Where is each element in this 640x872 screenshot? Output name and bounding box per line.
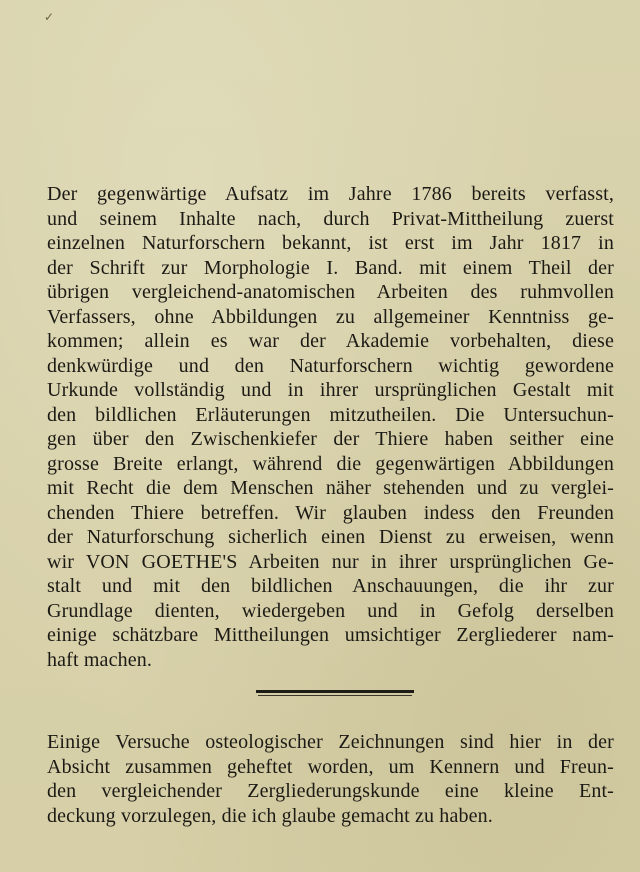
text-line: übrigen vergleichend-anatomischen Arbeiten des ruhmvollen [47,281,614,303]
text-line: Absicht zusammen geheftet worden, um Kennern und Freun- [47,755,614,778]
text-line: Der gegenwärtige Aufsatz im Jahre 1786 bereits verfasst, [47,183,614,205]
text-line: der Schrift zur Morphologie I. Band. mit einem Theil der [47,256,614,279]
text-line: chenden Thiere betreffen. Wir glauben indess den Freunden [47,501,614,524]
text-line: Verfassers, ohne Abbildungen zu allgemeiner Kenntniss ge- [47,305,614,328]
text-line: wir VON GOETHE'S Arbeiten nur in ihrer ursprünglichen Ge- [47,550,614,573]
text-line: gen über den Zwischenkiefer der Thiere haben seither eine [47,428,614,450]
paragraph-editorial-note [47,182,614,672]
text-line: mit Recht die dem Menschen näher stehenden und zu verglei- [47,477,614,499]
text-line: Grundlage dienten, wiedergeben und in Gefolg derselben [47,599,614,622]
text-line: Urkunde vollständig und in ihrer ursprünglichen Gestalt mit [47,379,614,401]
text-line: haft machen. [47,648,153,671]
pencil-mark: ✓ [44,10,55,24]
paragraph-goethe-quote [47,730,614,828]
text-line: einige schätzbare Mittheilungen umsichtiger Zergliederer nam- [47,624,614,646]
text-line: stalt und mit den bildlichen Anschauungen, die ihr zur [47,575,614,597]
text-line: den bildlichen Erläuterungen mitzutheilen. Die Untersuchun- [47,403,614,426]
section-divider [256,690,414,693]
section-divider-rule [258,695,412,696]
text-line: der Naturforschung sicherlich einen Dienst zu erweisen, wenn [47,526,614,548]
text-line: den vergleichender Zergliederungskunde eine kleine Ent- [47,780,614,802]
text-line: grosse Breite erlangt, während die gegenwärtigen Abbildungen [47,452,614,475]
text-line: deckung vorzulegen, die ich glaube gemacht zu haben. [47,804,493,827]
text-line: kommen; allein es war der Akademie vorbehalten, diese [47,330,614,352]
text-line: denkwürdige und den Naturforschern wichtig gewordene [47,354,614,377]
text-line: und seinem Inhalte nach, durch Privat-Mittheilung zuerst [47,207,614,230]
text-line: einzelnen Naturforschern bekannt, ist erst im Jahr 1817 in [47,232,614,254]
text-line: Einige Versuche osteologischer Zeichnungen sind hier in der [47,731,614,753]
